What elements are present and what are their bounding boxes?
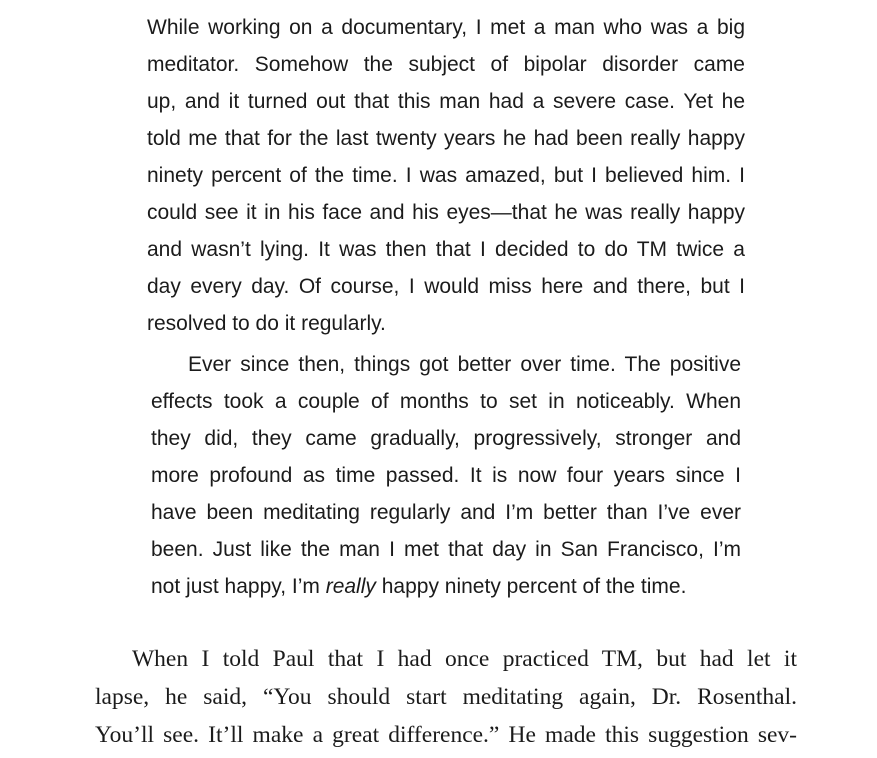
body-line: You’ll see. It’ll make a great difference.” He made this suggestion sev- [95, 722, 797, 748]
quote-text: happy ninety percent of the time. [375, 575, 687, 598]
quote-line: been. Just like the man I met that day in San Francisco, I’m [151, 538, 741, 561]
quote-line: resolved to do it regularly. [147, 312, 386, 335]
quote-line: day every day. Of course, I would miss here and there, but I [147, 275, 745, 298]
quote-line: ninety percent of the time. I was amazed, but I believed him. I [147, 164, 745, 187]
quote-line: meditator. Somehow the subject of bipolar disorder came [147, 53, 745, 76]
quote-line: While working on a documentary, I met a man who was a big [147, 16, 745, 39]
quote-last-line [151, 568, 741, 605]
emphasized-word: really [325, 575, 376, 598]
quote-text: not just happy, I’m [151, 575, 326, 598]
block-quote-paragraph-1 [147, 9, 745, 342]
body-line: lapse, he said, “You should start meditating again, Dr. Rosenthal. [95, 684, 797, 710]
quote-line: and wasn’t lying. It was then that I decided to do TM twice a [147, 238, 745, 261]
quote-line: Ever since then, things got better over time. The positive [188, 353, 741, 376]
quote-line: have been meditating regularly and I’m better than I’ve ever [151, 501, 741, 524]
quote-line: effects took a couple of months to set in noticeably. When [151, 390, 741, 413]
quote-line: up, and it turned out that this man had a severe case. Yet he [147, 90, 745, 113]
body-line: When I told Paul that I had once practiced TM, but had let it [132, 646, 797, 672]
quote-line: more profound as time passed. It is now four years since I [151, 464, 741, 487]
quote-line: could see it in his face and his eyes—that he was really happy [147, 201, 745, 224]
quote-line: told me that for the last twenty years he had been really happy [147, 127, 745, 150]
body-paragraph [95, 640, 797, 754]
quote-line: they did, they came gradually, progressively, stronger and [151, 427, 741, 450]
block-quote-paragraph-2 [151, 346, 741, 605]
